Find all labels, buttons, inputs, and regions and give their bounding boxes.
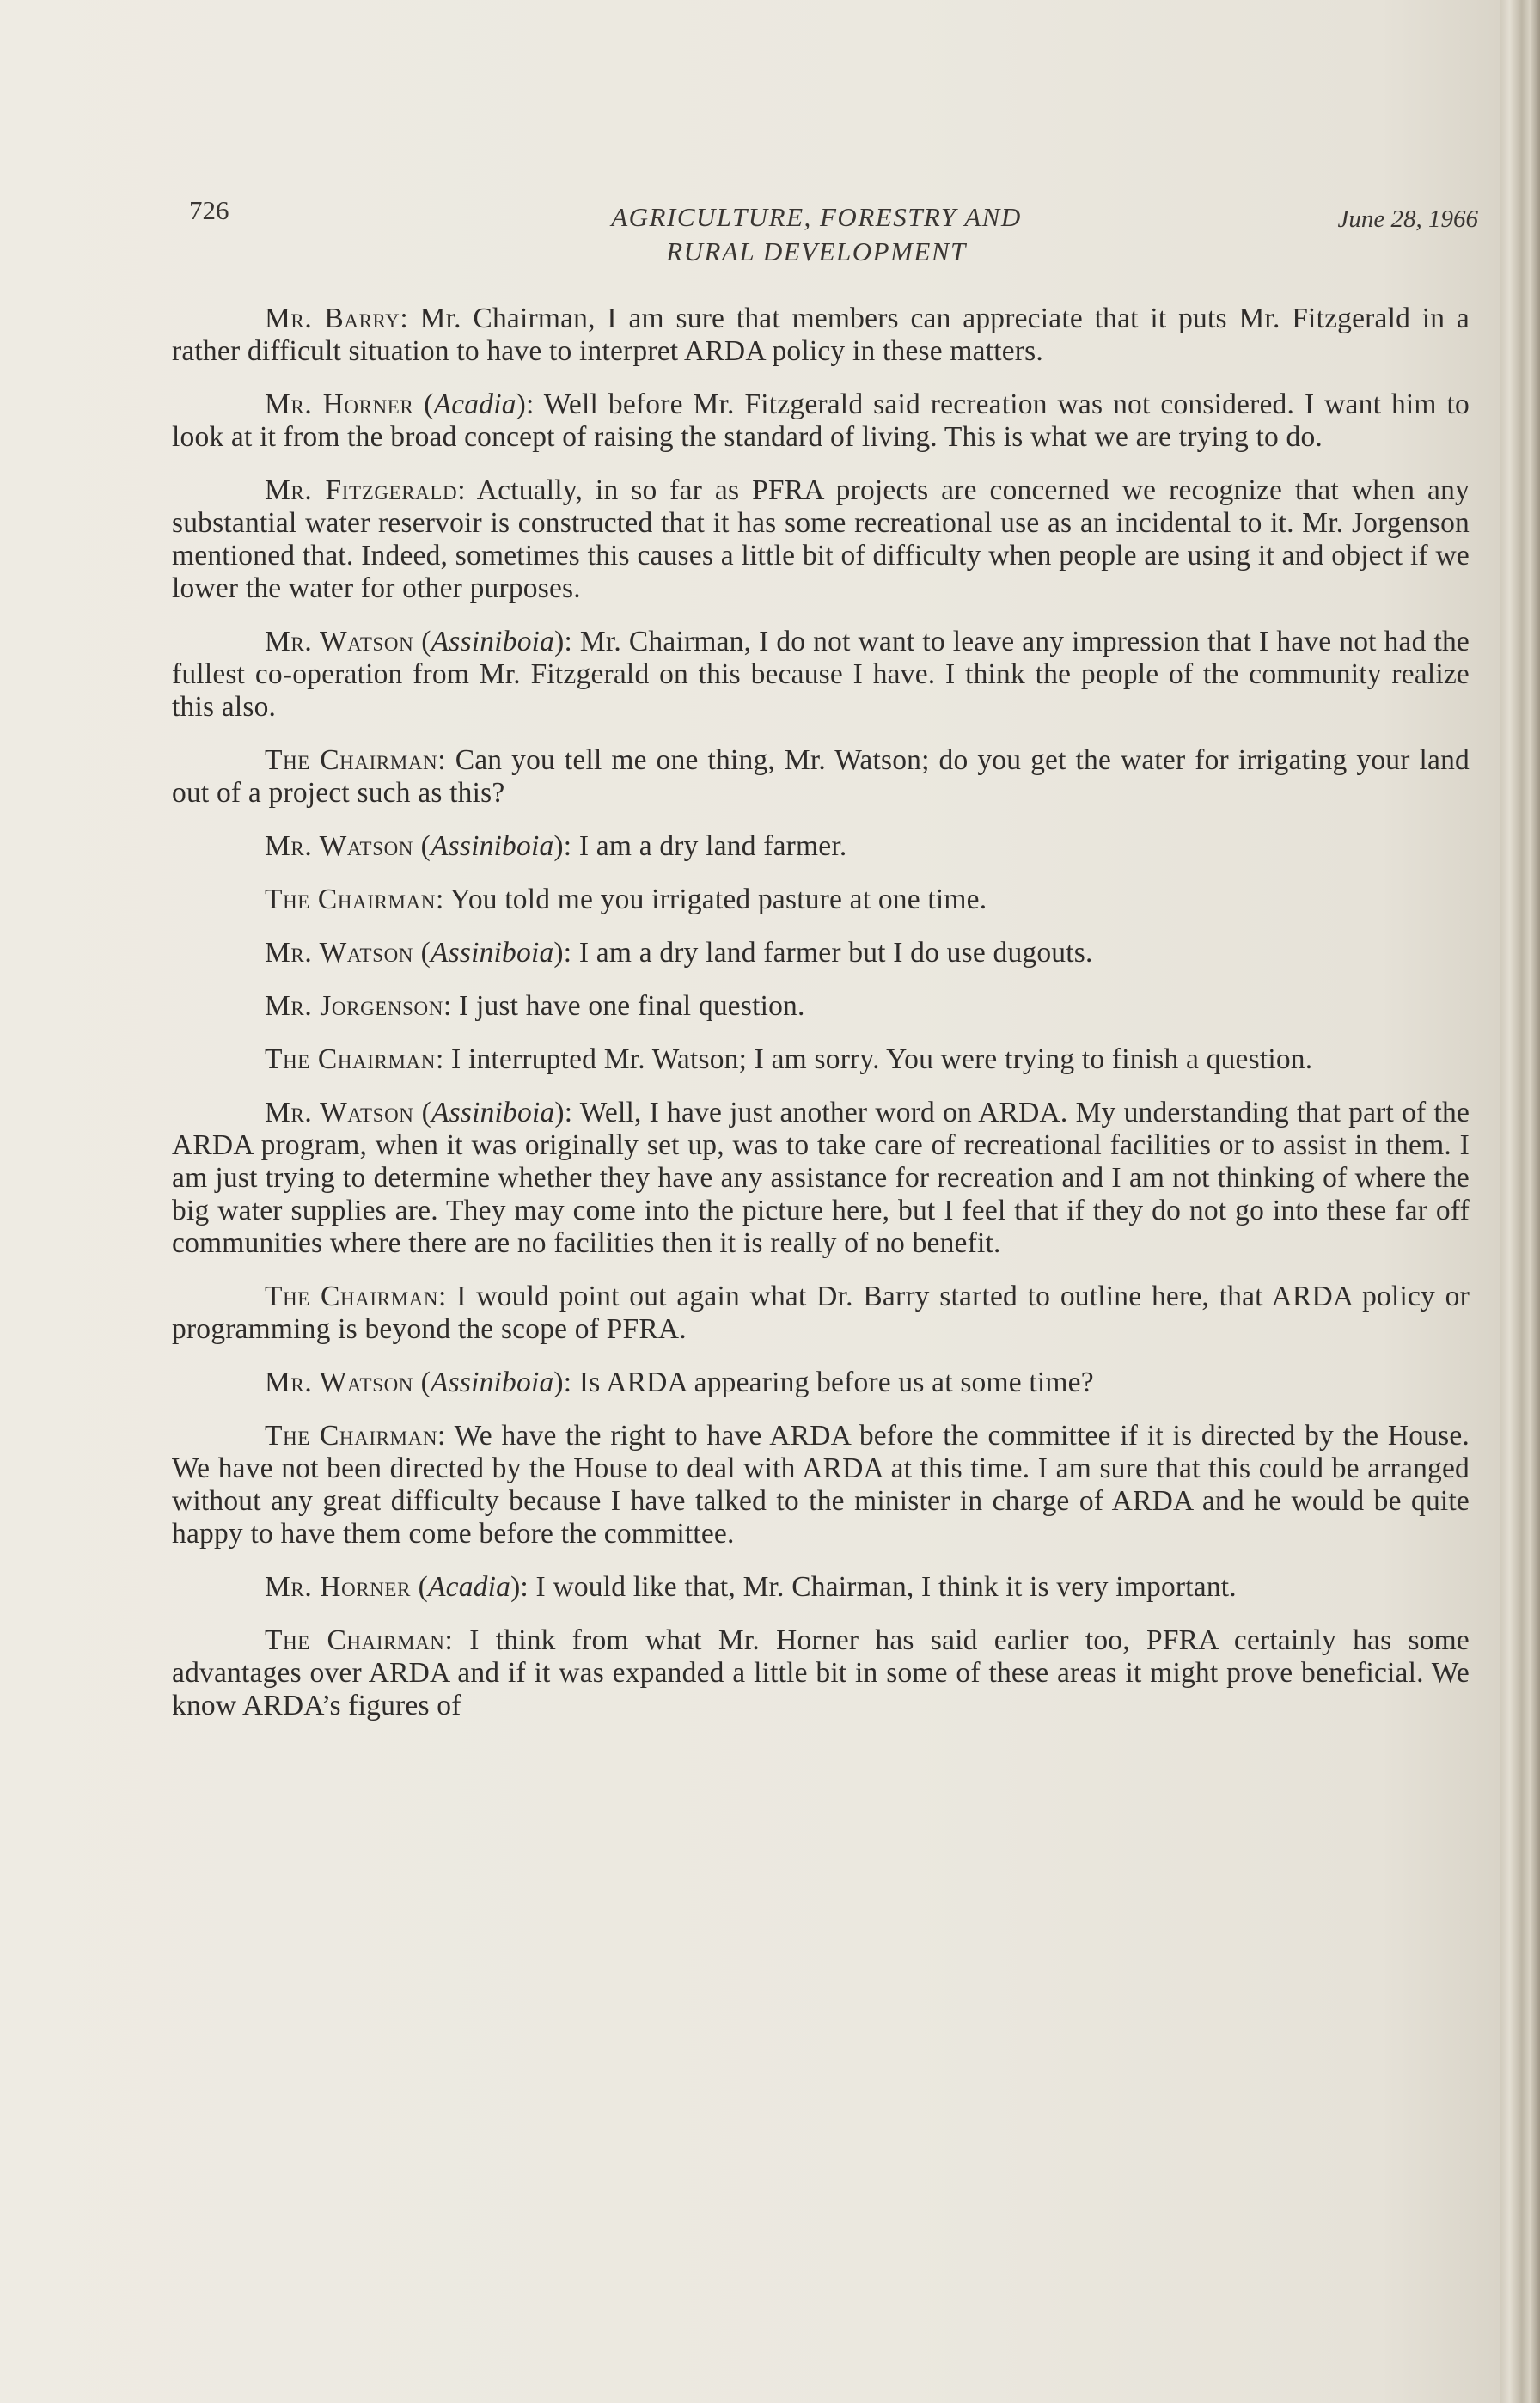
speaker-riding: Assiniboia	[430, 937, 554, 969]
speech-text: I think from what Mr. Horner has said earlier too, PFRA certainly has some advantages over ARDA and if it was expanded a little bit in some of these areas it might prove beneficial. We know ARDA’s figures of	[172, 1624, 1470, 1721]
transcript-paragraph: The Chairman: I interrupted Mr. Watson; I am sorry. You were trying to finish a question.	[265, 1043, 1313, 1075]
transcript-paragraph: The Chairman: Can you tell me one thing, Mr. Watson; do you get the water for irrigating your land out of a project such as this?	[172, 744, 1470, 809]
transcript-paragraph: Mr. Watson (Assiniboia): I am a dry land farmer.	[265, 830, 847, 862]
speech-text: I am a dry land farmer but I do use dugouts.	[578, 937, 1093, 969]
speaker-name: The Chairman	[265, 884, 436, 915]
speaker-name: Mr. Watson	[265, 937, 414, 969]
running-title-line-2: RURAL DEVELOPMENT	[666, 236, 967, 266]
speaker-name: The Chairman	[265, 1420, 438, 1452]
page-number: 726	[189, 195, 229, 225]
speaker-name: Mr. Watson	[265, 830, 414, 862]
speech-text: Can you tell me one thing, Mr. Watson; do you get the water for irrigating your land out of a project such as this?	[172, 744, 1470, 809]
transcript-paragraph: The Chairman: We have the right to have ARDA before the committee if it is directed by the House. We have not been directed by the House to deal with ARDA at this time. I am sure that this could be arranged without any great difficulty because I have talked to the minister in charge of ARDA and he would be quite happy to have them come before the committee.	[172, 1420, 1470, 1550]
speech-text: Mr. Chairman, I am sure that members can appreciate that it puts Mr. Fitzgerald in a rather difficult situation to have to interpret ARDA policy in these matters.	[172, 303, 1470, 367]
speaker-name: Mr. Fitzgerald	[265, 474, 458, 506]
transcript-paragraph: The Chairman: I think from what Mr. Horner has said earlier too, PFRA certainly has some advantages over ARDA and if it was expanded a little bit in some of these areas it might prove beneficial. We know ARDA’s figures of	[172, 1624, 1470, 1721]
speaker-name: The Chairman	[265, 744, 438, 776]
speaker-name: Mr. Barry	[265, 303, 400, 334]
transcript-paragraph: The Chairman: I would point out again what Dr. Barry started to outline here, that ARDA policy or programming is beyond the scope of PFRA.	[172, 1281, 1470, 1345]
running-title-line-1: AGRICULTURE, FORESTRY AND	[611, 202, 1022, 232]
speaker-name: Mr. Jorgenson	[265, 990, 443, 1022]
transcript-paragraph: Mr. Barry: Mr. Chairman, I am sure that members can appreciate that it puts Mr. Fitzgerald in a rather difficult situation to have to interpret ARDA policy in these matters.	[172, 303, 1470, 367]
speaker-name: Mr. Horner	[265, 1571, 412, 1603]
speech-text: Mr. Chairman, I do not want to leave any impression that I have not had the fullest co-operation from Mr. Fitzgerald on this because I have. I think the people of the community realize this also.	[172, 626, 1470, 723]
transcript-body	[172, 303, 1470, 1743]
page-date: June 28, 1966	[1337, 205, 1478, 233]
running-head	[189, 193, 1478, 288]
speech-text: Well before Mr. Fitzgerald said recreation was not considered. I want him to look at it from the broad concept of raising the standard of living. This is what we are trying to do.	[172, 388, 1470, 453]
transcript-paragraph: Mr. Fitzgerald: Actually, in so far as PFRA projects are concerned we recognize that when any substantial water reservoir is constructed that it has some recreational use as an incidental to it. Mr. Jorgenson mentioned that. Indeed, sometimes this causes a little bit of difficulty when people are using it and object if we lower the water for other purposes.	[172, 474, 1470, 604]
speech-text: You told me you irrigated pasture at one time.	[449, 884, 987, 915]
speaker-name: The Chairman	[265, 1624, 445, 1656]
transcript-paragraph: Mr. Watson (Assiniboia): Well, I have just another word on ARDA. My understanding that part of the ARDA program, when it was originally set up, was to take care of recreational facilities or to assist in them. I am just trying to determine whether they have any assistance for recreation and I am not thinking of where the big water supplies are. They may come into the picture here, but I feel that if they do not go into these far off communities where there are no facilities then it is really of no benefit.	[172, 1097, 1470, 1259]
transcript-paragraph: Mr. Jorgenson: I just have one final question.	[265, 990, 805, 1022]
speech-text: I just have one final question.	[459, 990, 805, 1022]
speaker-name: The Chairman	[265, 1281, 439, 1312]
speaker-riding: Acadia	[427, 1571, 511, 1603]
speaker-name: Mr. Watson	[265, 626, 414, 657]
speech-text: We have the right to have ARDA before the committee if it is directed by the House. We have not been directed by the House to deal with ARDA at this time. I am sure that this could be arranged without any great difficulty because I have talked to the minister in charge of ARDA and he would be quite happy to have them come before the committee.	[172, 1420, 1470, 1550]
transcript-paragraph: Mr. Watson (Assiniboia): Is ARDA appearing before us at some time?	[265, 1367, 1094, 1398]
transcript-paragraph: Mr. Watson (Assiniboia): Mr. Chairman, I do not want to leave any impression that I have not had the fullest co-operation from Mr. Fitzgerald on this because I have. I think the people of the community realize this also.	[172, 626, 1470, 723]
speech-text: Is ARDA appearing before us at some time?	[578, 1367, 1094, 1398]
speech-text: I am a dry land farmer.	[578, 830, 847, 862]
transcript-paragraph: The Chairman: You told me you irrigated pasture at one time.	[265, 884, 987, 915]
speaker-riding: Acadia	[433, 388, 516, 420]
speech-text: I would like that, Mr. Chairman, I think it is very important.	[535, 1571, 1237, 1603]
speaker-riding: Assiniboia	[430, 1367, 554, 1398]
speech-text: I interrupted Mr. Watson; I am sorry. You were trying to finish a question.	[451, 1043, 1313, 1075]
transcript-paragraph: Mr. Horner (Acadia): Well before Mr. Fitzgerald said recreation was not considered. I want him to look at it from the broad concept of raising the standard of living. This is what we are trying to do.	[172, 388, 1470, 453]
speech-text: Well, I have just another word on ARDA. My understanding that part of the ARDA program, when it was originally set up, was to take care of recreational facilities or to assist in them. I am just trying to determine whether they have any assistance for recreation and I am not thinking of where the big water supplies are. They may come into the picture here, but I feel that if they do not go into these far off communities where there are no facilities then it is really of no benefit.	[172, 1097, 1470, 1259]
speaker-name: Mr. Horner	[265, 388, 414, 420]
page-edge	[1500, 0, 1540, 2403]
speaker-name: Mr. Watson	[265, 1367, 414, 1398]
speaker-riding: Assiniboia	[430, 830, 554, 862]
speaker-riding: Assiniboia	[431, 1097, 555, 1128]
speaker-name: Mr. Watson	[265, 1097, 414, 1128]
speaker-name: The Chairman	[265, 1043, 436, 1075]
running-title	[516, 200, 1117, 269]
speaker-riding: Assiniboia	[431, 626, 555, 657]
speech-text: I would point out again what Dr. Barry started to outline here, that ARDA policy or programming is beyond the scope of PFRA.	[172, 1281, 1470, 1345]
transcript-paragraph: Mr. Horner (Acadia): I would like that, Mr. Chairman, I think it is very important.	[265, 1571, 1237, 1603]
transcript-paragraph: Mr. Watson (Assiniboia): I am a dry land farmer but I do use dugouts.	[265, 937, 1093, 969]
speech-text: Actually, in so far as PFRA projects are concerned we recognize that when any substantial water reservoir is constructed that it has some recreational use as an incidental to it. Mr. Jorgenson mentioned that. Indeed, sometimes this causes a little bit of difficulty when people are using it and object if we lower the water for other purposes.	[172, 474, 1470, 604]
